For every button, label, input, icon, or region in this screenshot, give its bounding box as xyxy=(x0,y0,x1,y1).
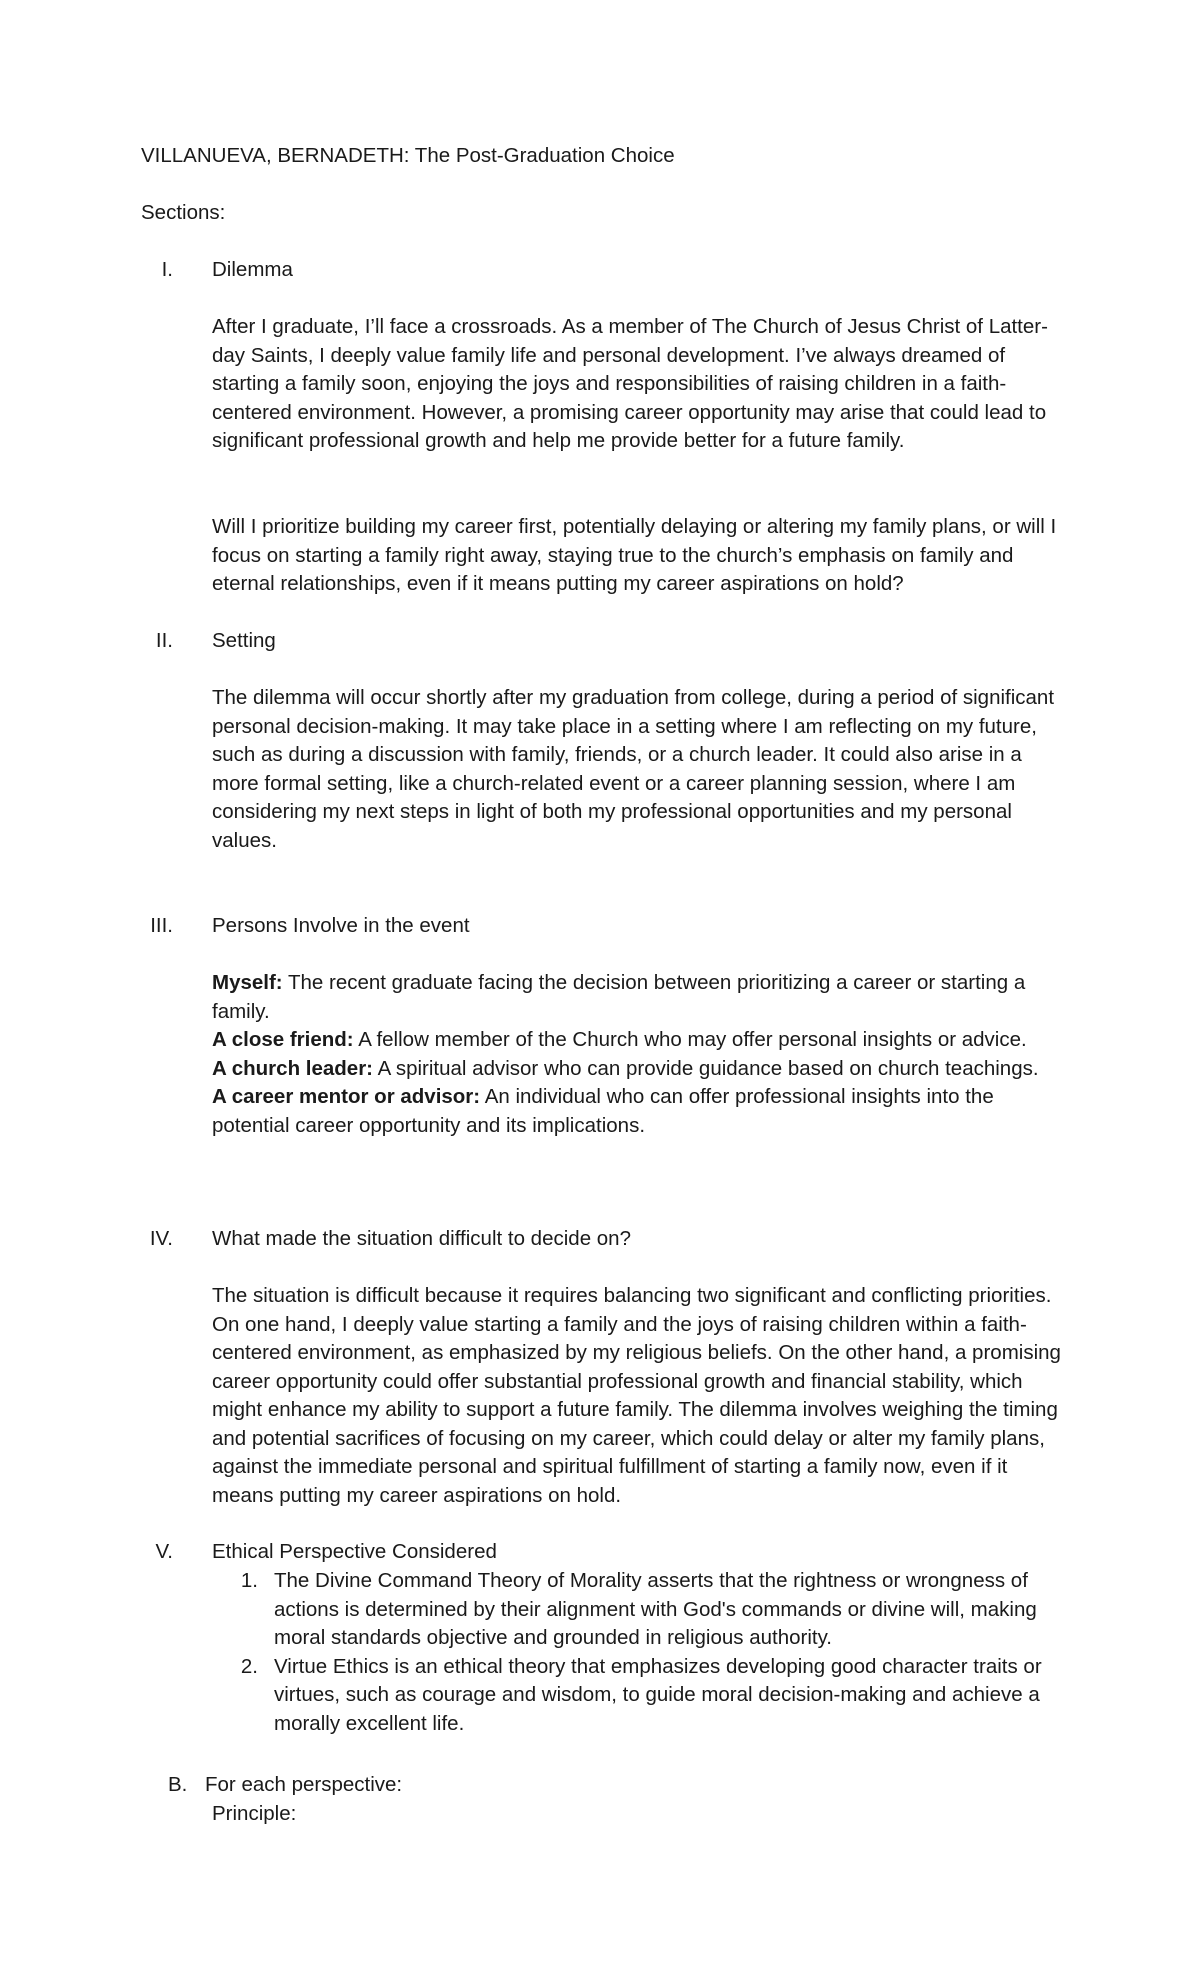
person-description: A spiritual advisor who can provide guidance based on church teachings. xyxy=(377,1056,1039,1080)
person-description: An individual who can offer professional insights into the potential career opportunity and its implications. xyxy=(212,1085,994,1137)
section-4-number: IV. xyxy=(149,1227,173,1250)
persons-list xyxy=(212,969,1072,1140)
section-2-number: II. xyxy=(155,629,173,652)
list-item-number: 1. xyxy=(240,1569,258,1592)
person-item-career-mentor xyxy=(212,1083,1072,1140)
section-1-number: I. xyxy=(161,258,173,281)
part-b-number: B. xyxy=(168,1773,188,1796)
section-1-paragraph-1: After I graduate, I’ll face a crossroads. As a member of The Church of Jesus Christ of Latter-day Saints, I deeply value family life and personal development. I’ve always dreamed of starting a family soon, enjoying the joys and responsibilities of raising children in a faith-centered environment. However, a promising career opportunity may arise that could lead to significant professional growth and help me provide better for a future family. xyxy=(212,315,1048,452)
section-1-paragraph-2: Will I prioritize building my career first, potentially delaying or altering my family plans, or will I focus on starting a family right away, staying true to the church’s emphasis on family and eternal relationships, even if it means putting my career aspirations on hold? xyxy=(212,515,1057,595)
list-item-text: Virtue Ethics is an ethical theory that emphasizes developing good character traits or virtues, such as courage and wisdom, to guide moral decision-making and achieve a morally excellent life. xyxy=(274,1654,1042,1735)
list-item-number: 2. xyxy=(240,1654,258,1678)
person-role: Myself: xyxy=(212,971,283,994)
document-title: VILLANUEVA, BERNADETH: The Post-Graduation Choice xyxy=(141,144,675,167)
person-role: A career mentor or advisor: xyxy=(212,1085,481,1108)
section-4-paragraph-1: The situation is difficult because it requires balancing two significant and conflicting priorities. On one hand, I deeply value starting a family and the joys of raising children within a faith-centered environment, as emphasized by my religious beliefs. On the other hand, a promising career opportunity could offer substantial professional growth and financial stability, which might enhance my ability to support a future family. The dilemma involves weighing the timing and potential sacrifices of focusing on my career, which could delay or alter my family plans, against the immediate personal and spiritual fulfillment of starting a family now, even if it means putting my career aspirations on hold. xyxy=(212,1284,1061,1507)
section-3-heading: Persons Involve in the event xyxy=(212,914,470,937)
person-description: A fellow member of the Church who may offer personal insights or advice. xyxy=(358,1028,1027,1051)
part-b-heading xyxy=(168,1771,402,1800)
person-item-close-friend xyxy=(212,1026,1072,1055)
section-5-heading: Ethical Perspective Considered xyxy=(212,1540,497,1563)
person-role: A close friend: xyxy=(212,1028,354,1051)
list-item-text: The Divine Command Theory of Morality asserts that the rightness or wrongness of actions is determined by their alignment with God's commands or divine will, making moral standards objective and grounded in religious authority. xyxy=(274,1569,1037,1649)
ethical-perspectives-list xyxy=(212,1567,1092,1738)
sections-label: Sections: xyxy=(141,201,226,224)
person-item-myself xyxy=(212,969,1072,1026)
list-item xyxy=(212,1653,1092,1739)
section-3-number: III. xyxy=(150,914,173,937)
part-b-label: For each perspective: xyxy=(205,1773,403,1796)
section-2-paragraph-1: The dilemma will occur shortly after my graduation from college, during a period of significant personal decision-making. It may take place in a setting where I am reflecting on my future, such as during a discussion with family, friends, or a church leader. It could also arise in a more formal setting, like a church-related event or a career planning session, where I am considering my next steps in light of both my professional opportunities and my personal values. xyxy=(212,686,1055,852)
section-4-heading: What made the situation difficult to decide on? xyxy=(212,1227,631,1250)
section-2-heading: Setting xyxy=(212,629,276,652)
section-5-number: V. xyxy=(155,1540,173,1563)
section-1-heading: Dilemma xyxy=(212,258,293,281)
person-description: The recent graduate facing the decision between prioritizing a career or starting a family. xyxy=(212,971,1026,1023)
person-role: A church leader: xyxy=(212,1056,374,1080)
person-item-church-leader xyxy=(212,1055,1072,1084)
principle-label: Principle: xyxy=(212,1802,297,1825)
list-item xyxy=(212,1567,1092,1653)
